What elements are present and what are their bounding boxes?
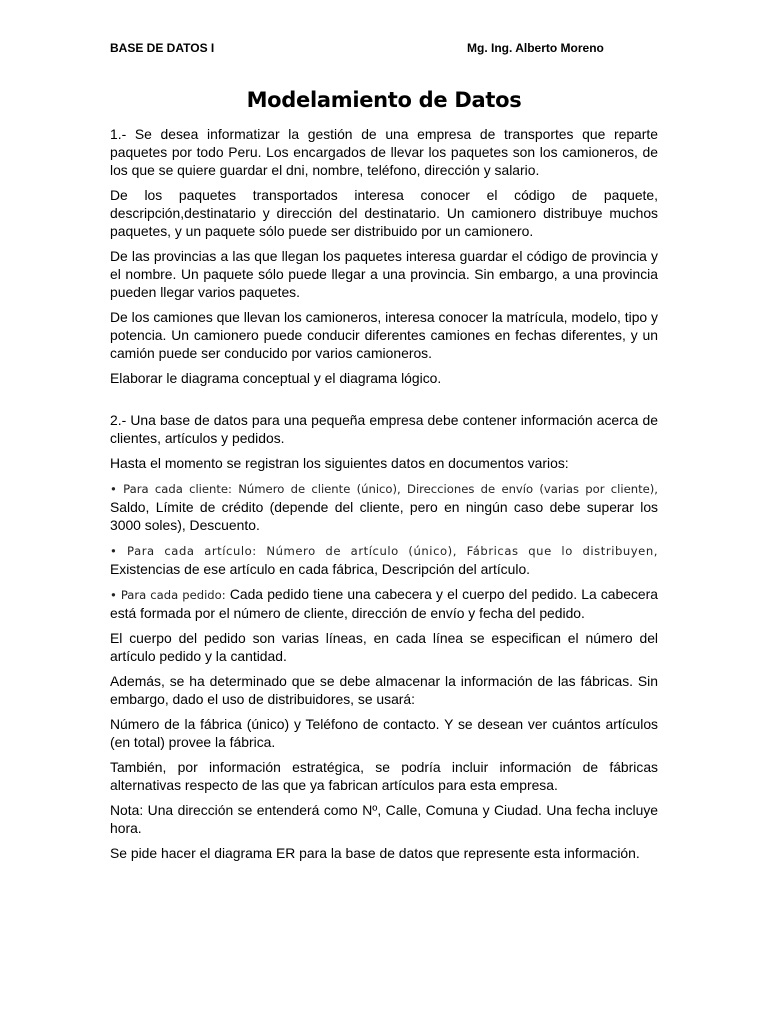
bullet-item-pedido xyxy=(110,585,658,622)
exercise1-instruction: Elaborar le diagrama conceptual y el diagrama lógico. xyxy=(110,370,442,386)
page-header xyxy=(110,41,658,61)
exercise1-paragraph: De las provincias a las que llegan los paquetes interesa guardar el código de provincia y el nombre. Un paquete sólo puede llegar a una provincia. Sin embargo, a una provincia pueden llegar varios paquetes. xyxy=(110,248,658,300)
bullet-text: Cada pedido tiene una cabecera y el cuerpo del pedido. La cabecera está formada por el número de cliente, dirección de envío y fecha del pedido. xyxy=(110,586,658,621)
bullet-lead: • Para cada pedido: xyxy=(110,588,226,602)
bullet-text: Saldo, Límite de crédito (depende del cliente, pero en ningún caso debe superar los 3000 soles), Descuento. xyxy=(110,499,658,533)
course-name: BASE DE DATOS I xyxy=(110,41,215,55)
exercise2-paragraph: Además, se ha determinado que se debe almacenar la información de las fábricas. Sin embargo, dado el uso de distribuidores, se usará: xyxy=(110,673,658,707)
bullet-item-articulo xyxy=(110,541,658,578)
exercise2-instruction: Se pide hacer el diagrama ER para la base de datos que represente esta información. xyxy=(110,845,640,861)
exercise1-paragraph: De los paquetes transportados interesa conocer el código de paquete, descripción,destinatario y dirección del destinatario. Un camionero distribuye muchos paquetes, y un paquete sólo puede ser distribuido por un camionero. xyxy=(110,187,658,239)
bullet-lead: • Para cada artículo: Número de artículo (único), Fábricas que lo distribuyen, xyxy=(110,544,658,558)
page-title: Modelamiento de Datos xyxy=(246,88,522,112)
exercise2-paragraph: El cuerpo del pedido son varias líneas, en cada línea se especifican el número del artículo pedido y la cantidad. xyxy=(110,630,658,664)
exercise2-paragraph: Hasta el momento se registran los siguientes datos en documentos varios: xyxy=(110,455,569,471)
exercise2-note: Nota: Una dirección se entenderá como Nº, Calle, Comuna y Ciudad. Una fecha incluye hora. xyxy=(110,802,658,836)
exercise2-paragraph: Número de la fábrica (único) y Teléfono de contacto. Y se desean ver cuántos artículos (en total) provee la fábrica. xyxy=(110,716,658,750)
bullet-item-cliente xyxy=(110,479,658,534)
bullet-text: Existencias de ese artículo en cada fábrica, Descripción del artículo. xyxy=(110,561,531,577)
author-name: Mg. Ing. Alberto Moreno xyxy=(467,41,604,55)
exercise2-paragraph: También, por información estratégica, se podría incluir información de fábricas alternativas respecto de las que ya fabrican artículos para esta empresa. xyxy=(110,759,658,793)
exercise1-paragraph: De los camiones que llevan los camioneros, interesa conocer la matrícula, modelo, tipo y potencia. Un camionero puede conducir diferentes camiones en fechas diferentes, y un camión puede ser conducido por varios camioneros. xyxy=(110,309,658,361)
bullet-lead: • Para cada cliente: Número de cliente (único), Direcciones de envío (varias por cliente), xyxy=(110,482,658,496)
exercise1-paragraph: 1.- Se desea informatizar la gestión de una empresa de transportes que reparte paquetes por todo Peru. Los encargados de llevar los paquetes son los camioneros, de los que se quiere guardar el dni, nombre, teléfono, dirección y salario. xyxy=(110,126,658,178)
document-body xyxy=(110,125,658,869)
exercise2-paragraph: 2.- Una base de datos para una pequeña empresa debe contener información acerca de clientes, artículos y pedidos. xyxy=(110,412,658,446)
